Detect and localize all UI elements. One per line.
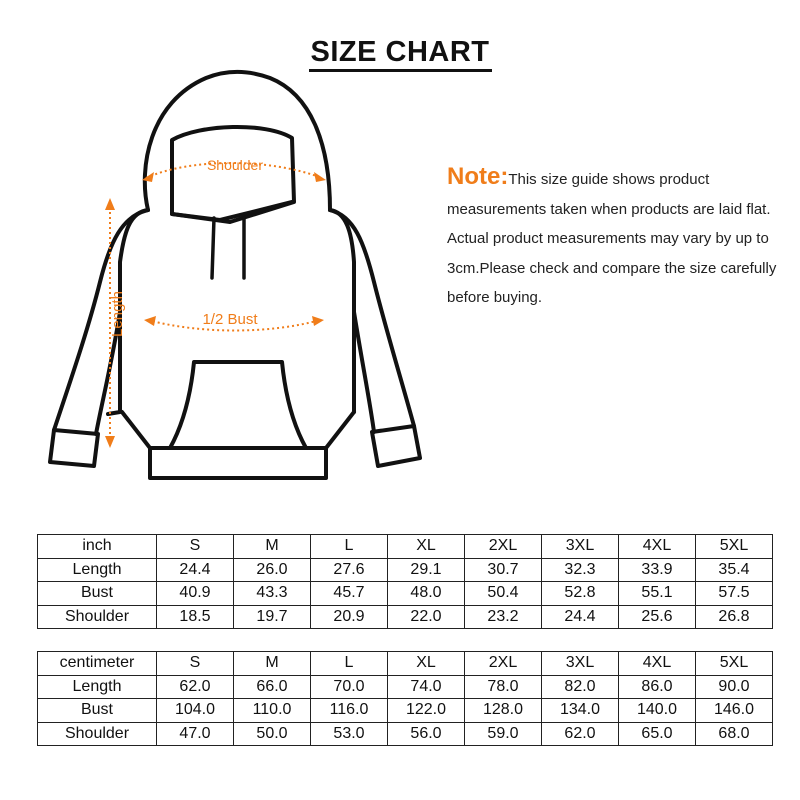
arrow-icon [144, 316, 156, 326]
size-table-centimeter [37, 651, 773, 746]
table-cell: 68.0 [696, 722, 773, 746]
table-cell: 74.0 [388, 675, 465, 699]
bust-label: 1/2 Bust [202, 311, 258, 328]
size-header: 4XL [619, 652, 696, 676]
table-cell: 50.0 [234, 722, 311, 746]
table-cell: 134.0 [542, 699, 619, 723]
table-cell: 62.0 [157, 675, 234, 699]
size-table-inch [37, 534, 773, 629]
table-cell: 45.7 [311, 582, 388, 606]
table-cell: 66.0 [234, 675, 311, 699]
table-cell: 59.0 [465, 722, 542, 746]
size-header: 2XL [465, 535, 542, 559]
table-cell: 23.2 [465, 605, 542, 629]
table-cell: 65.0 [619, 722, 696, 746]
note-paragraph [447, 162, 787, 313]
arrow-icon [105, 436, 115, 448]
table-cell: 18.5 [157, 605, 234, 629]
table-cell: 53.0 [311, 722, 388, 746]
size-header: 4XL [619, 535, 696, 559]
table-cell: 110.0 [234, 699, 311, 723]
table-cell: 52.8 [542, 582, 619, 606]
row-label: Bust [38, 699, 157, 723]
table-cell: 128.0 [465, 699, 542, 723]
size-header: M [234, 652, 311, 676]
left-sleeve [54, 210, 148, 430]
table-cell: 70.0 [311, 675, 388, 699]
neck-v [172, 202, 292, 220]
size-header: S [157, 652, 234, 676]
table-cell: 43.3 [234, 582, 311, 606]
table-cell: 56.0 [388, 722, 465, 746]
size-header: L [311, 535, 388, 559]
table-cell: 35.4 [696, 558, 773, 582]
right-sleeve [330, 210, 414, 426]
table-header-row [38, 652, 773, 676]
arrow-icon [105, 198, 115, 210]
row-label: Length [38, 558, 157, 582]
table-cell: 20.9 [311, 605, 388, 629]
kangaroo-pocket [170, 362, 306, 448]
table-cell: 30.7 [465, 558, 542, 582]
drawstring-left [212, 218, 214, 278]
table-cell: 32.3 [542, 558, 619, 582]
size-header: L [311, 652, 388, 676]
size-header: S [157, 535, 234, 559]
table-cell: 25.6 [619, 605, 696, 629]
length-label: Length [109, 291, 126, 337]
table-row [38, 722, 773, 746]
size-header: 3XL [542, 652, 619, 676]
title-text: SIZE CHART [309, 36, 492, 72]
table-cell: 140.0 [619, 699, 696, 723]
table-row [38, 699, 773, 723]
table-cell: 62.0 [542, 722, 619, 746]
table-row [38, 675, 773, 699]
table-cell: 27.6 [311, 558, 388, 582]
size-header: 5XL [696, 652, 773, 676]
table-cell: 40.9 [157, 582, 234, 606]
size-header: 3XL [542, 535, 619, 559]
table-cell: 26.8 [696, 605, 773, 629]
table-cell: 116.0 [311, 699, 388, 723]
table-cell: 24.4 [157, 558, 234, 582]
size-header: 2XL [465, 652, 542, 676]
note-text: This size guide shows product measurements taken when products are laid flat. Actual product measurements may vary by up to 3cm.Please check and compare the size carefully before buying. [447, 171, 777, 306]
table-cell: 22.0 [388, 605, 465, 629]
table-cell: 33.9 [619, 558, 696, 582]
table-cell: 55.1 [619, 582, 696, 606]
size-header: 5XL [696, 535, 773, 559]
unit-header: inch [38, 535, 157, 559]
table-cell: 24.4 [542, 605, 619, 629]
hoodie-illustration [30, 62, 450, 512]
table-cell: 146.0 [696, 699, 773, 723]
table-cell: 47.0 [157, 722, 234, 746]
table-cell: 48.0 [388, 582, 465, 606]
table-row [38, 558, 773, 582]
row-label: Length [38, 675, 157, 699]
right-cuff [372, 426, 420, 466]
table-row [38, 605, 773, 629]
table-cell: 19.7 [234, 605, 311, 629]
unit-header: centimeter [38, 652, 157, 676]
note-lead: Note: [447, 163, 509, 190]
row-label: Shoulder [38, 605, 157, 629]
table-cell: 82.0 [542, 675, 619, 699]
row-label: Shoulder [38, 722, 157, 746]
table-cell: 50.4 [465, 582, 542, 606]
table-cell: 122.0 [388, 699, 465, 723]
table-cell: 26.0 [234, 558, 311, 582]
row-label: Bust [38, 582, 157, 606]
table-header-row [38, 535, 773, 559]
hem-band [150, 448, 326, 478]
table-cell: 78.0 [465, 675, 542, 699]
table-cell: 57.5 [696, 582, 773, 606]
arrow-icon [314, 172, 326, 182]
left-cuff [50, 430, 98, 466]
table-row [38, 582, 773, 606]
table-cell: 104.0 [157, 699, 234, 723]
size-header: XL [388, 535, 465, 559]
table-cell: 90.0 [696, 675, 773, 699]
table-cell: 86.0 [619, 675, 696, 699]
size-header: M [234, 535, 311, 559]
size-header: XL [388, 652, 465, 676]
arrow-icon [312, 316, 324, 326]
table-cell: 29.1 [388, 558, 465, 582]
shoulder-label: Shoulder [206, 157, 264, 173]
